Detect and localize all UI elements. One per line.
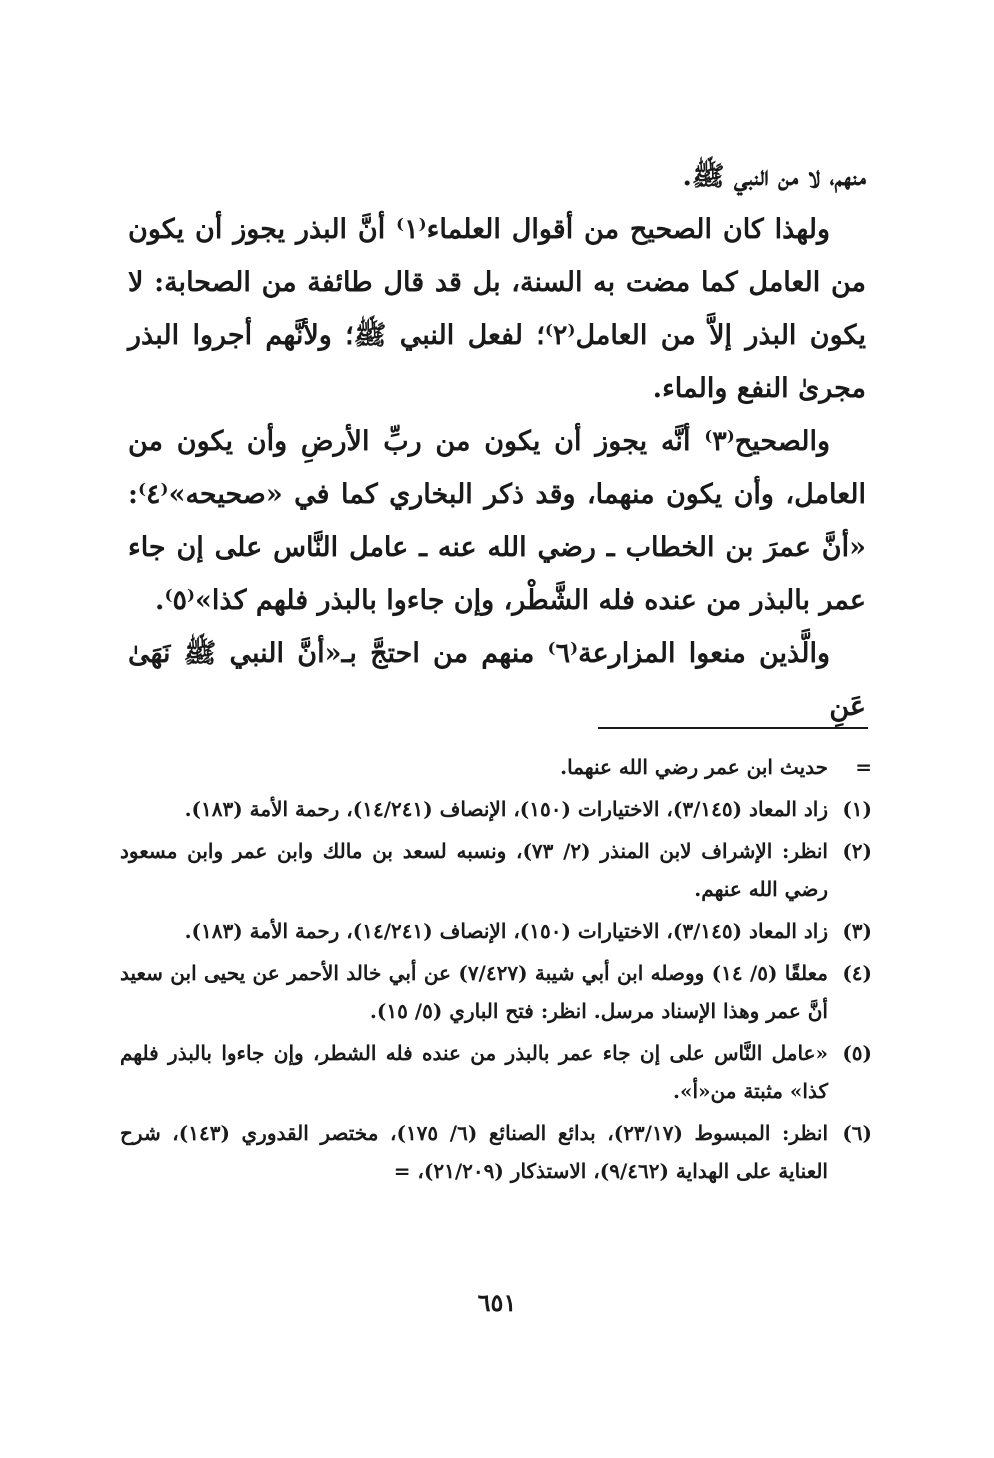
paragraph-2: ولهذا كان الصحيح من أقوال العلماء⁽١⁾ أنَّ البذر يجوز أن يكون من العامل كما مضت به السنة، بل قد قال طائفة من الصحابة: لا يكون البذر إلاَّ من العامل⁽٢⁾؛ لفعل النبي ﷺ؛ ولأنَّهم أجروا البذر مجرىٰ النفع والماء. <box>128 214 866 404</box>
footnote-text: زاد المعاد (٣/١٤٥)، الاختيارات (١٥٠)، الإنصاف (١٤/٢٤١)، رحمة الأمة (١٨٣). <box>184 797 828 821</box>
footnote-separator-rule <box>598 727 868 729</box>
footnote-1 <box>120 790 872 828</box>
footnote-number: (٥) <box>842 1041 872 1065</box>
footnote-text: زاد المعاد (٣/١٤٥)، الاختيارات (١٥٠)، الإنصاف (١٤/٢٤١)، رحمة الأمة (١٨٣). <box>184 919 828 943</box>
footnote-number: (١) <box>842 797 872 821</box>
footnote-6 <box>120 1114 872 1190</box>
footnote-5 <box>120 1034 872 1110</box>
main-text-body <box>128 150 866 733</box>
footnote-number: (٦) <box>842 1121 872 1145</box>
footnote-text: حديث ابن عمر رضي الله عنهما. <box>560 755 828 779</box>
footnote-number: (٤) <box>842 961 872 985</box>
footnotes-section <box>120 748 872 1194</box>
footnote-text: انظر: الإشراف لابن المنذر (٢/ ٧٣)، ونسبه لسعد بن مالك وابن عمر وابن مسعود رضي الله عنهم. <box>120 839 828 901</box>
footnote-continuation <box>120 748 872 786</box>
footnote-number: (٣) <box>842 919 872 943</box>
footnote-text: «عامل النَّاس على إن جاء عمر بالبذر من عنده فله الشطر، وإن جاءوا بالبذر فلهم كذا» مثبتة من«أ». <box>120 1041 828 1103</box>
paragraph-4: والَّذين منعوا المزارعة⁽٦⁾ منهم من احتجَّ بـ«أنَّ النبي ﷺ نَهَىٰ عَنِ <box>128 638 866 722</box>
footnote-4 <box>120 954 872 1030</box>
paragraph-3: والصحيح⁽٣⁾ أنَّه يجوز أن يكون من ربِّ الأرضِ وأن يكون من العامل، وأن يكون منهما، وقد ذكر البخاري كما في «صحيحه»⁽٤⁾: «أنَّ عمرَ بن الخطاب ـ رضي الله عنه ـ عامل النَّاس على إن جاء عمر بالبذر من عنده فله الشَّطْر، وإن جاءوا بالبذر فلهم كذا»⁽٥⁾. <box>128 426 866 616</box>
footnote-3 <box>120 912 872 950</box>
footnote-2 <box>120 832 872 908</box>
footnote-number: (٢) <box>842 839 872 863</box>
page-number: ٦٥١ <box>477 1288 517 1317</box>
footnote-text: معلقًا (٥/ ١٤) ووصله ابن أبي شيبة (٧/٤٢٧) عن أبي خالد الأحمر عن يحيى ابن سعيد أنَّ عمر وهذا الإسناد مرسل. انظر: فتح الباري (٥/ ١٥). <box>120 961 829 1023</box>
paragraph-1: منهم، لا من النبي ﷺ. <box>682 161 866 192</box>
footnote-number: = <box>855 755 872 779</box>
footnote-text: انظر: المبسوط (٢٣/١٧)، بدائع الصنائع (٦/ ١٧٥)، مختصر القدوري (١٤٣)، شرح العناية على الهداية (٩/٤٦٢)، الاستذكار (٢١/٢٠٩)، = <box>120 1121 828 1183</box>
